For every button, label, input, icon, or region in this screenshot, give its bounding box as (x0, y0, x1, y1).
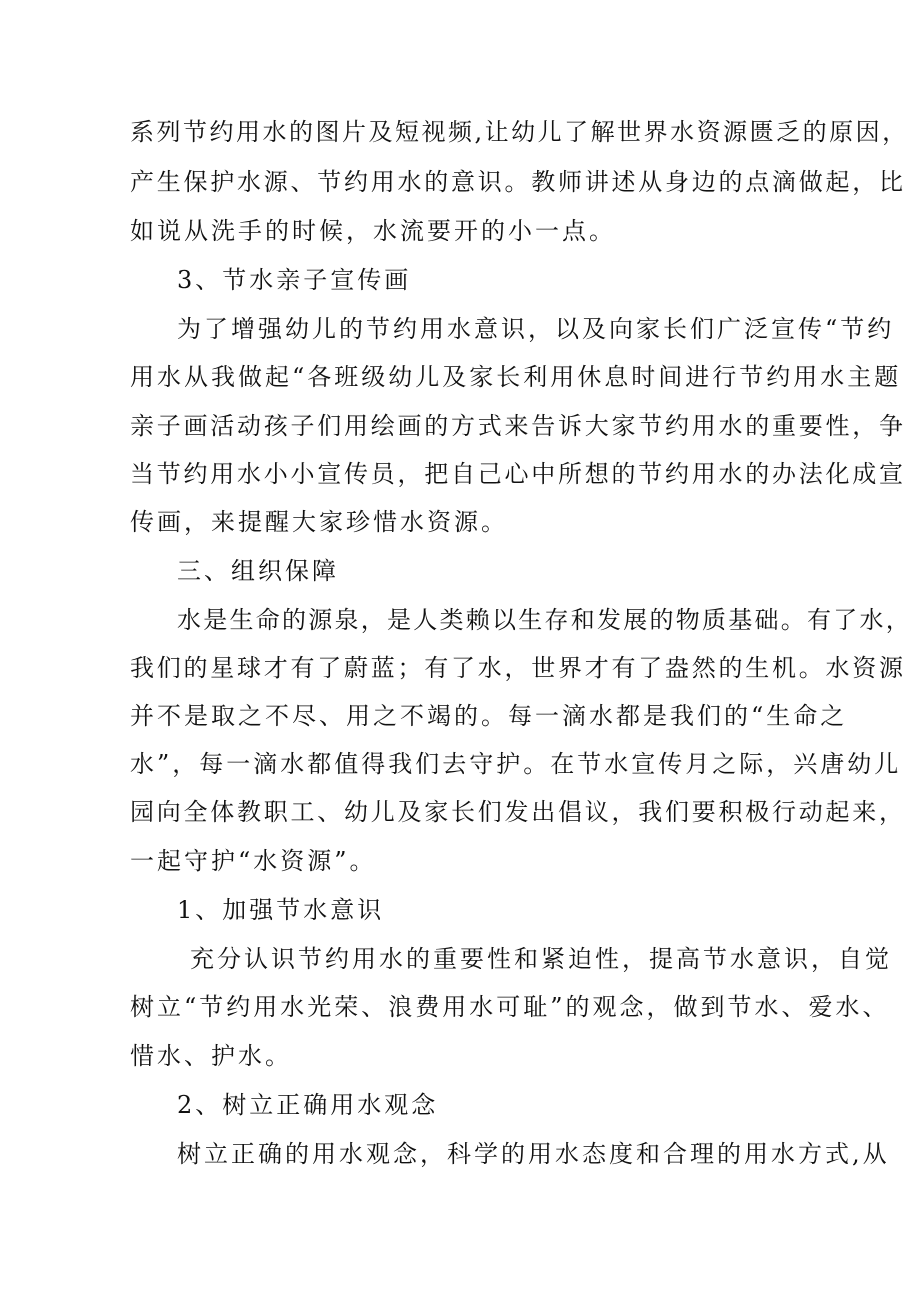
paragraph-line: 充分认识节约用水的重要性和紧迫性，提高节水意识，自觉 (190, 945, 892, 973)
subheading-1: 1、加强节水意识 (177, 896, 385, 924)
paragraph-line: 并不是取之不尽、用之不竭的。每一滴水都是我们的“生命之 (130, 702, 848, 730)
paragraph-line: 水是生命的源泉，是人类赖以生存和发展的物质基础。有了水， (177, 606, 912, 634)
paragraph-line: 如说从洗手的时候，水流要开的小一点。 (130, 217, 616, 245)
subheading-3: 3、节水亲子宣传画 (177, 266, 412, 294)
paragraph-line: 一起守护“水资源”。 (130, 847, 377, 875)
paragraph-line: 为了增强幼儿的节约用水意识，以及向家长们广泛宣传“节约 (177, 315, 895, 343)
paragraph-line: 用水从我做起“各班级幼儿及家长利用休息时间进行节约用水主题 (130, 363, 902, 391)
paragraph-line: 亲子画活动孩子们用绘画的方式来告诉大家节约用水的重要性，争 (130, 412, 906, 440)
paragraph-line: 树立正确的用水观念，科学的用水态度和合理的用水方式,从 (177, 1140, 890, 1168)
paragraph-line: 当节约用水小小宣传员，把自己心中所想的节约用水的办法化成宣 (130, 460, 906, 488)
paragraph-line: 园向全体教职工、幼儿及家长们发出倡议，我们要积极行动起来， (130, 798, 906, 826)
paragraph-line: 树立“节约用水光荣、浪费用水可耻”的观念，做到节水、爱水、 (130, 993, 890, 1021)
section-heading: 三、组织保障 (177, 557, 339, 585)
paragraph-line: 惜水、护水。 (130, 1042, 292, 1070)
paragraph-line: 水”，每一滴水都值得我们去守护。在节水宣传月之际，兴唐幼儿 (130, 750, 902, 778)
subheading-2: 2、树立正确用水观念 (177, 1091, 439, 1119)
paragraph-line: 产生保护水源、节约用水的意识。教师讲述从身边的点滴做起，比 (130, 168, 906, 196)
paragraph-line: 系列节约用水的图片及短视频,让幼儿了解世界水资源匮乏的原因， (130, 118, 909, 146)
paragraph-line: 我们的星球才有了蔚蓝；有了水，世界才有了盎然的生机。水资源 (130, 654, 906, 682)
paragraph-line: 传画，来提醒大家珍惜水资源。 (130, 508, 508, 536)
